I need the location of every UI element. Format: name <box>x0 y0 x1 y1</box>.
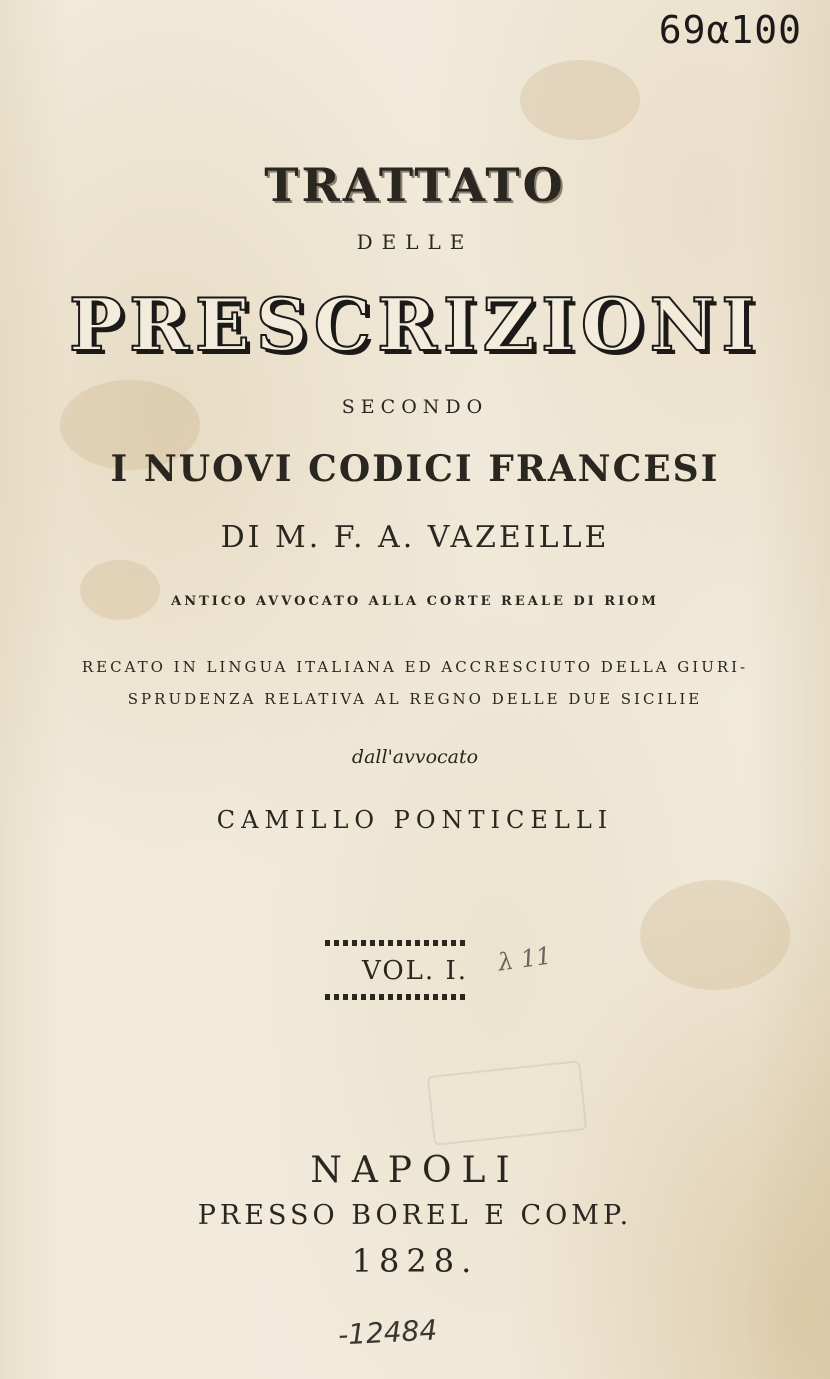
foxing-stain <box>520 60 640 140</box>
title-codici: I NUOVI CODICI FRANCESI <box>110 448 720 490</box>
translation-line-2: SPRUDENZA RELATIVA AL REGNO DELLE DUE SICILIE <box>127 690 703 708</box>
ornament-rule-top <box>325 940 465 946</box>
title-prescrizioni: PRESCRIZIONI <box>68 282 762 367</box>
translation-line-1: RECATO IN LINGUA ITALIANA ED ACCRESCIUTO DELLA GIURI- <box>81 658 749 676</box>
foxing-stain <box>80 560 160 620</box>
title-delle: DELLE <box>356 230 474 254</box>
volume-label: VOL. I. <box>362 956 468 986</box>
imprint-year: 1828. <box>351 1242 479 1280</box>
translator-name: CAMILLO PONTICELLI <box>216 806 614 834</box>
faded-library-stamp <box>427 1060 587 1146</box>
translation-by: dall'avvocato <box>351 746 479 768</box>
imprint-publisher: PRESSO BOREL E COMP. <box>197 1200 633 1231</box>
imprint-city: NAPOLI <box>310 1150 520 1191</box>
author-name: DI M. F. A. VAZEILLE <box>220 520 610 555</box>
handwritten-note: λ 11 <box>496 941 554 977</box>
shelfmark: 69α100 <box>658 8 802 52</box>
ornament-rule-bottom <box>325 994 465 1000</box>
title-trattato: TRATTATO <box>264 158 566 212</box>
inventory-number: -12484 <box>337 1313 438 1352</box>
title-secondo: SECONDO <box>341 396 489 418</box>
author-description: ANTICO AVVOCATO ALLA CORTE REALE DI RIOM <box>171 594 659 609</box>
